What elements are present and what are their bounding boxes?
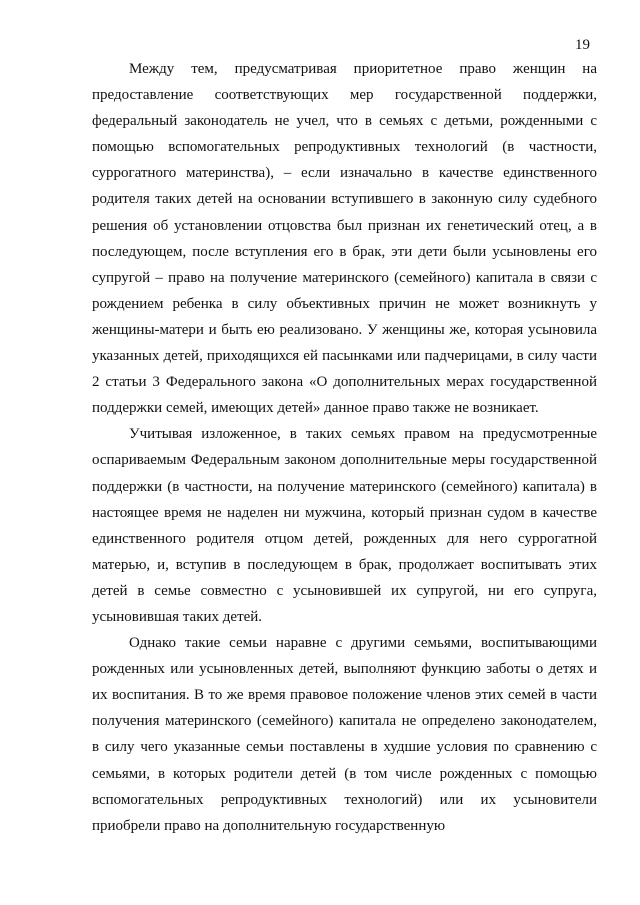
paragraph-3: Однако такие семьи наравне с другими семьями, воспитывающими рожденных или усыновленных детей, выполняют функцию заботы о детях и их воспитания. В то же время правовое положение членов этих семей в части получения материнского (семейного) капитала не определено законодателем, в силу чего указанные семьи поставлены в худшие условия по сравнению с семьями, в которых родители детей (в том числе рожденных с помощью вспомогательных репродуктивных технологий) или их усыновители приобрели право на дополнительную государственную [92, 635, 597, 834]
paragraph-2: Учитывая изложенное, в таких семьях правом на предусмотренные оспариваемым Федеральным законом дополнительные меры государственной поддержки (в частности, на получение материнского (семейного) капитала) в настоящее время не наделен ни мужчина, который признан судом в качестве единственного родителя отцом детей, рожденных для него суррогатной матерью, и, вступив в последующем в брак, продолжает воспитывать этих детей в семье совместно с усыновившей их супругой, ни его супруга, усыновившая таких детей. [92, 426, 597, 625]
paragraph-1: Между тем, предусматривая приоритетное право женщин на предоставление соответствующих мер государственной поддержки, федеральный законодатель не учел, что в семьях с детьми, рожденными с помощью вспомогательных репродуктивных технологий (в частности, суррогатного материнства), – если изначально в качестве единственного родителя таких детей на основании вступившего в законную силу судебного решения об установлении отцовства был признан их генетический отец, а в последующем, после вступления его в брак, эти дети были усыновлены его супругой – право на получение материнского (семейного) капитала в связи с рождением ребенка в силу объективных причин не может возникнуть у женщины-матери и быть ею реализовано. У женщины же, которая усыновила указанных детей, приходящихся ей пасынками или падчерицами, в силу части 2 статьи 3 Федерального закона «О дополнительных мерах государственной поддержки семей, имеющих детей» данное право также не возникает. [92, 61, 597, 417]
document-text-body [92, 56, 597, 839]
page-number: 19 [575, 37, 590, 53]
